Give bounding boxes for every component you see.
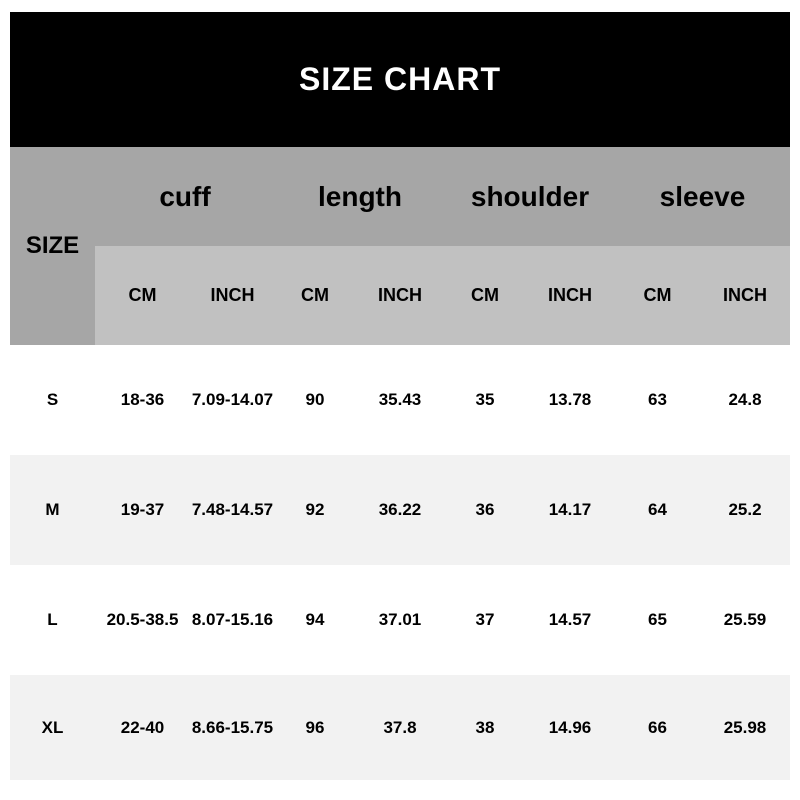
table-row <box>10 455 790 565</box>
cell-value: 63 <box>648 390 667 409</box>
cell-value: 14.17 <box>548 500 592 519</box>
unit-header-cuff-inch: INCH <box>210 285 255 305</box>
group-header-cuff: cuff <box>159 180 211 212</box>
cell-value: 24.8 <box>728 390 762 409</box>
cell-value: 25.2 <box>728 500 762 519</box>
cell-value: 25.59 <box>723 610 767 629</box>
group-header-shoulder: shoulder <box>470 180 590 212</box>
unit-header-sleeve-inch: INCH <box>723 285 767 305</box>
cell-value: 36.22 <box>378 500 422 519</box>
page-title: SIZE CHART <box>299 61 501 97</box>
unit-header-sleeve-cm: CM <box>643 285 672 305</box>
row-size-label: XL <box>41 717 64 737</box>
cell-value: 20.5-38.5 <box>106 610 179 629</box>
cell-value: 38 <box>475 717 495 737</box>
unit-header-cuff-cm: CM <box>128 285 157 305</box>
group-header-row <box>95 147 790 246</box>
title-banner <box>10 12 790 147</box>
cell-value: 37 <box>475 610 495 629</box>
cell-value: 92 <box>305 500 325 519</box>
cell-value: 64 <box>648 500 667 519</box>
unit-header-shoulder-cm: CM <box>471 285 499 305</box>
cell-value: 13.78 <box>548 390 592 409</box>
cell-value: 36 <box>475 500 495 519</box>
cell-value: 14.57 <box>548 610 592 629</box>
table-row <box>10 565 790 675</box>
cell-value: 7.48-14.57 <box>191 500 274 519</box>
cell-value: 37.8 <box>383 717 417 737</box>
unit-header-length-cm: CM <box>301 285 329 305</box>
row-size-label: S <box>46 390 59 409</box>
cell-value: 66 <box>648 717 667 737</box>
cell-value: 25.98 <box>723 717 767 737</box>
unit-header-shoulder-inch: INCH <box>548 285 592 305</box>
group-header-sleeve: sleeve <box>659 180 746 212</box>
size-column-header: SIZE <box>10 147 95 345</box>
row-size-label: L <box>47 610 58 629</box>
cell-value: 94 <box>305 610 325 629</box>
table-row <box>10 675 790 780</box>
cell-value: 19-37 <box>120 500 165 519</box>
cell-value: 14.96 <box>548 717 592 737</box>
size-chart-table <box>10 147 790 780</box>
table-row <box>10 345 790 455</box>
cell-value: 96 <box>305 717 325 737</box>
cell-value: 35.43 <box>378 390 422 409</box>
cell-value: 8.07-15.16 <box>191 610 274 629</box>
row-size-label: M <box>45 500 60 519</box>
cell-value: 18-36 <box>120 390 165 409</box>
unit-header-length-inch: INCH <box>378 285 422 305</box>
table-header-band <box>10 147 790 345</box>
unit-header-row <box>95 246 790 345</box>
cell-value: 65 <box>648 610 667 629</box>
cell-value: 8.66-15.75 <box>191 717 274 737</box>
cell-value: 35 <box>475 390 495 409</box>
cell-value: 22-40 <box>120 717 165 737</box>
cell-value: 90 <box>305 390 325 409</box>
cell-value: 7.09-14.07 <box>191 390 274 409</box>
group-header-length: length <box>318 180 402 212</box>
cell-value: 37.01 <box>378 610 422 629</box>
